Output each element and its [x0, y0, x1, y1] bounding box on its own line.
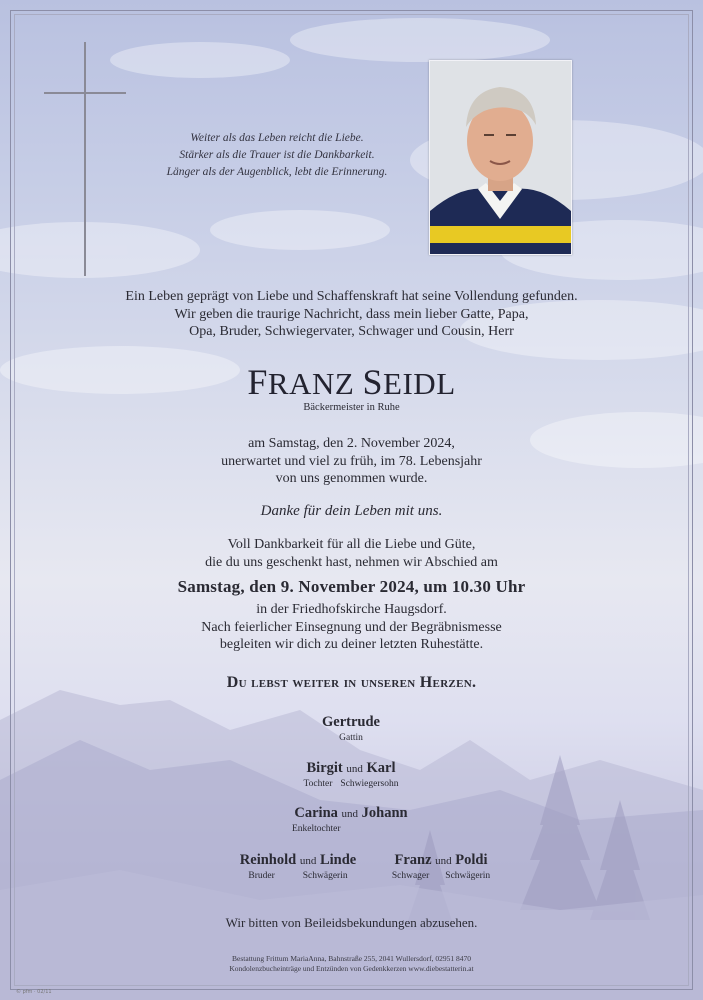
- verse-line: Stärker als die Trauer ist die Dankbarkeit.: [179, 149, 375, 161]
- funeral-date: Samstag, den 9. November 2024, um 10.30 Uhr: [177, 577, 526, 596]
- family-sibling-2: [376, 852, 506, 881]
- funeral-line: Nach feierlicher Einsegnung und der Begräbnismesse: [201, 619, 502, 635]
- family-child: [276, 760, 426, 789]
- last-name-rest: EIDL: [383, 366, 456, 401]
- and-connector: und: [346, 763, 363, 775]
- mourner-role: Schwägerin: [445, 871, 491, 881]
- cross-symbol-vertical: [84, 42, 86, 276]
- mourner-role: Bruder: [248, 871, 275, 881]
- funeral-home-footer: [0, 954, 703, 974]
- verse-line: Weiter als das Leben reicht die Liebe.: [190, 132, 364, 144]
- mourner-name: Linde: [319, 852, 357, 868]
- mourner-name: Franz: [394, 852, 432, 868]
- mourner-name: Johann: [361, 805, 408, 821]
- mourner-role: Enkeltochter: [292, 824, 341, 834]
- death-line: unerwartet und viel zu früh, im 78. Lebensjahr: [221, 453, 482, 469]
- death-notice: [0, 435, 703, 488]
- mourner-role: Schwägerin: [302, 871, 348, 881]
- mourner-name: Gertrude: [322, 714, 380, 730]
- mourner-role: Gattin: [339, 733, 363, 743]
- print-code: © pfm · 02/11: [16, 989, 52, 995]
- mourner-name: Birgit: [306, 760, 343, 776]
- mourner-role: Tochter: [303, 779, 333, 789]
- deceased-name: [0, 361, 703, 403]
- and-connector: und: [299, 855, 317, 867]
- funeral-line: begleiten wir dich zu deiner letzten Ruhestätte.: [219, 637, 484, 652]
- first-name-initial: F: [247, 362, 268, 402]
- farewell-line: Voll Dankbarkeit für all die Liebe und Güte,: [227, 537, 476, 552]
- mourner-name: Reinhold: [239, 852, 297, 868]
- intro-line: Opa, Bruder, Schwiegervater, Schwager und Cousin, Herr: [189, 324, 514, 339]
- death-line: am Samstag, den 2. November 2024,: [248, 436, 455, 451]
- closing-line: Du lebst weiter in unseren Herzen.: [226, 674, 477, 691]
- mourner-role: Schwiegersohn: [340, 779, 399, 789]
- funeral-location: [0, 601, 703, 654]
- farewell-text: [0, 536, 703, 571]
- deceased-profession: Bäckermeister in Ruhe: [303, 402, 400, 413]
- mourner-name: Poldi: [455, 852, 488, 868]
- cross-symbol-horizontal: [44, 92, 126, 94]
- family-spouse: [301, 714, 401, 743]
- and-connector: und: [341, 808, 359, 820]
- family-grandchild: [286, 805, 416, 834]
- intro-line: Ein Leben geprägt von Liebe und Schaffenskraft hat seine Vollendung gefunden.: [125, 289, 578, 304]
- mourner-role: Schwager: [391, 871, 430, 881]
- first-name-rest: RANZ: [267, 366, 355, 401]
- announcement-intro: [0, 288, 703, 341]
- footer-line: Bestattung Frittum MariaAnna, Bahnstraße 255, 2041 Wullersdorf, 02951 8470: [232, 954, 471, 963]
- farewell-line: die du uns geschenkt hast, nehmen wir Abschied am: [205, 554, 498, 570]
- portrait-photo: [429, 60, 572, 255]
- funeral-line: in der Friedhofskirche Haugsdorf.: [256, 602, 447, 617]
- mourner-name: Carina: [294, 805, 338, 821]
- condolence-note: Wir bitten von Beileidsbekundungen abzusehen.: [225, 915, 478, 930]
- intro-line: Wir geben die traurige Nachricht, dass mein lieber Gatte, Papa,: [174, 306, 529, 322]
- death-line: von uns genommen wurde.: [275, 471, 428, 486]
- family-sibling-1: [224, 852, 372, 881]
- verse-line: Länger als der Augenblick, lebt die Erinnerung.: [166, 166, 388, 178]
- and-connector: und: [435, 855, 452, 867]
- last-name-initial: S: [362, 362, 384, 402]
- mourner-name: Karl: [366, 760, 396, 776]
- thanks-line: Danke für dein Leben mit uns.: [260, 503, 443, 519]
- footer-line: Kondolenzbucheinträge und Entzünden von Gedenkkerzen www.diebestatterin.at: [229, 964, 474, 973]
- memorial-verse: [152, 130, 402, 181]
